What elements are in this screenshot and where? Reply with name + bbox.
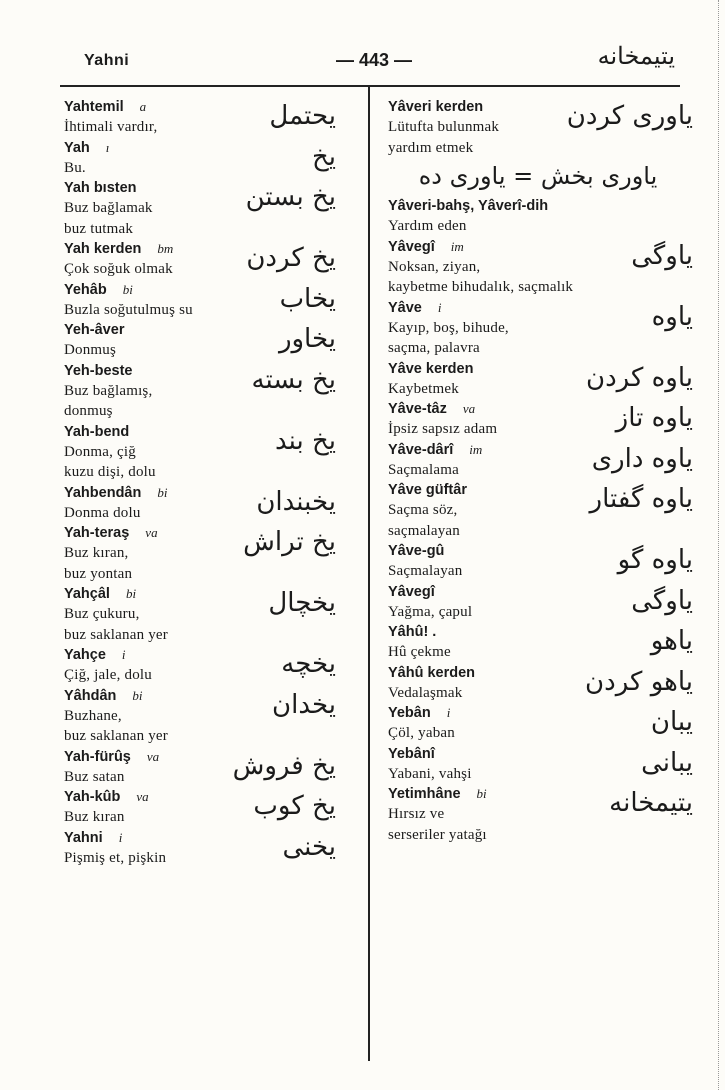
definition-line: Donma dolu [64, 504, 141, 521]
part-of-speech: bi [122, 281, 133, 297]
headword-text: Yebân [388, 705, 431, 721]
definition-line: Yardım eden [388, 218, 467, 234]
headword-text: Yeh-âver [64, 322, 125, 338]
headword-text: Yahçâl [64, 586, 110, 602]
dictionary-entry [64, 645, 364, 686]
definition-line: Buzhane, [64, 707, 122, 724]
arabic-script: ياوه كردن [586, 362, 693, 393]
left-column [64, 97, 364, 868]
arabic-script: يخنى [282, 831, 336, 862]
definition-line: saçma, palavra [388, 340, 480, 356]
headword-text: Yehâb [64, 281, 107, 298]
definition-line: Donmuş [64, 342, 117, 358]
dictionary-entry [64, 584, 364, 645]
dictionary-entry [64, 280, 364, 321]
arabic-script: يخاب [279, 283, 336, 314]
definition-line: Kayıp, boş, bihude, [388, 319, 509, 336]
arabic-script: يخ كوب [253, 791, 336, 821]
definition-line: Lütufta bulunmak [388, 119, 500, 135]
headword-text: Yah bısten [64, 180, 137, 196]
headword-text: Yah-fürûş [64, 748, 131, 765]
arabic-script: يخ فروش [232, 750, 336, 781]
part-of-speech: i [118, 829, 123, 845]
header-rule [60, 85, 680, 87]
part-of-speech: va [462, 401, 476, 416]
definition-line: saçmalayan [388, 522, 460, 539]
headword-text: Yâve-gû [388, 543, 445, 559]
arabic-script: يخاور [278, 324, 336, 354]
headword-text: Yah kerden [64, 241, 142, 257]
part-of-speech: bi [157, 484, 168, 500]
definition-line: İhtimali vardır, [64, 119, 158, 135]
definition-line: donmuş [64, 403, 113, 419]
arabic-script: يتيمخانه [609, 788, 693, 818]
part-of-speech: va [136, 789, 149, 804]
definition-line: Buz bağlamış, [64, 382, 153, 399]
headword-text: Yah-bend [64, 423, 130, 440]
part-of-speech: im [450, 238, 464, 254]
definition-line: Vedalaşmak [388, 684, 463, 701]
headword-text: Yah [64, 139, 90, 156]
headword [388, 196, 688, 216]
arabic-script: يخ بسته [251, 364, 336, 395]
arabic-script: ياورى كردن [566, 101, 693, 131]
headword-text: Yah-teraş [64, 525, 130, 541]
dictionary-entry [388, 237, 693, 298]
dictionary-entry [64, 320, 364, 361]
dictionary-entry [64, 178, 364, 239]
definition-line: İpsiz sapsız adam [388, 421, 498, 437]
headword-text: Yâvegî [388, 238, 435, 255]
dictionary-entry [64, 361, 364, 422]
part-of-speech: va [146, 748, 160, 764]
arabic-script: يبان [650, 707, 693, 737]
arabic-script: يخ بند [274, 425, 336, 456]
definition-line: Çok soğuk olmak [64, 261, 173, 277]
arabic-script: ياوه تاز [615, 403, 693, 433]
arabic-script: يخچه [281, 649, 336, 679]
headword-text: Yahtemil [64, 99, 124, 115]
definition-line: yardım etmek [388, 139, 474, 156]
arabic-script: يبانى [641, 747, 693, 778]
definition-line: Çiğ, jale, dolu [64, 667, 152, 683]
definition-line: Pişmiş et, pişkin [64, 849, 167, 866]
right-column [388, 97, 693, 845]
definition-line: kuzu dişi, dolu [64, 464, 156, 480]
page-edge [718, 0, 725, 1090]
arabic-script: ياوه [651, 301, 693, 332]
headword-text: Yâve-dârî [388, 441, 454, 458]
headword-text: Yâhdân [64, 687, 117, 704]
arabic-script: يخدان [272, 689, 336, 720]
part-of-speech: im [469, 441, 483, 457]
headword-text: Yahbendân [64, 484, 142, 501]
arabic-script: يخ تراش [243, 527, 336, 557]
dictionary-entry [388, 97, 693, 158]
definition-line: Hû çekme [388, 644, 451, 660]
dictionary-entry [64, 97, 364, 138]
definition-line: Buzla soğutulmuş su [64, 301, 193, 318]
definition-line: Saçmalama [388, 461, 459, 478]
arabic-script: يخ [311, 141, 336, 172]
definition-line: Saçmalayan [388, 563, 463, 579]
part-of-speech: i [446, 705, 451, 720]
part-of-speech: bi [132, 687, 143, 703]
page-number: — 443 — [336, 50, 413, 70]
definition-line: Yabani, vahşi [388, 765, 472, 782]
arabic-script: يحتمل [269, 101, 336, 131]
dictionary-entry [388, 703, 693, 744]
dictionary-entry [64, 422, 364, 483]
headword-text: Yâve kerden [388, 360, 474, 377]
definition-line: Noksan, ziyan, [388, 258, 481, 275]
dictionary-entry [64, 138, 364, 179]
headword-text: Yâhû kerden [388, 664, 476, 681]
headword [388, 703, 688, 723]
headword [388, 298, 688, 318]
part-of-speech: a [139, 99, 147, 114]
dictionary-entry [388, 298, 693, 359]
headword-text: Yâve güftâr [388, 482, 467, 498]
page-header [0, 0, 725, 90]
definition-line: Bu. [64, 159, 86, 176]
headword-text: Yâvegî [388, 583, 435, 600]
dictionary-entry [64, 787, 364, 828]
arabic-script: يخ كردن [246, 243, 336, 273]
definition-line: Çöl, yaban [388, 725, 455, 741]
dictionary-entry [388, 582, 693, 623]
headword-text: Yahni [64, 829, 103, 846]
arabic-script: ياوگى [631, 240, 693, 271]
definition-line: Donma, çiğ [64, 443, 136, 460]
dictionary-entry [64, 239, 364, 280]
headword-text: Yeh-beste [64, 362, 133, 379]
arabic-equation-line: ياورى بخش = ياورى ده [418, 162, 658, 190]
headword-text: Yah-kûb [64, 789, 121, 805]
part-of-speech: bi [476, 786, 487, 801]
arabic-script: ياوه دارى [591, 443, 693, 474]
arabic-script: ياوه گو [617, 545, 693, 575]
definition-line: serseriler yatağı [388, 826, 487, 843]
dictionary-entry [64, 686, 364, 747]
part-of-speech: i [121, 647, 126, 662]
definition-line: Buz bağlamak [64, 200, 153, 216]
headword-text: Yâhû! . [388, 624, 437, 640]
dictionary-entry [388, 663, 693, 704]
dictionary-entry [64, 828, 364, 869]
headword-text: Yâveri kerden [388, 99, 484, 115]
dictionary-entry [64, 747, 364, 788]
headword [388, 622, 688, 642]
arabic-script: ياهو كردن [585, 666, 693, 697]
definition-line: Buz satan [64, 768, 125, 785]
part-of-speech: bm [157, 241, 174, 256]
dictionary-entry [388, 744, 693, 785]
arabic-script: ياهو [650, 626, 693, 656]
column-divider [368, 86, 370, 1061]
definition-line: Yağma, çapul [388, 603, 473, 620]
definition-line: buz saklanan yer [64, 626, 168, 643]
dictionary-entry [388, 541, 693, 582]
part-of-speech: va [145, 525, 158, 540]
definition-line: buz tutmak [64, 220, 134, 237]
definition-line: Kaybetmek [388, 380, 459, 397]
headword-text: Yâve-tâz [388, 401, 447, 417]
arabic-script: يخچال [268, 588, 336, 618]
part-of-speech: ı [105, 139, 110, 155]
arabic-script: يخ بستن [245, 182, 336, 212]
dictionary-entry [388, 196, 688, 237]
dictionary-entry [388, 480, 693, 541]
headword-text: Yâve [388, 299, 422, 316]
headword-text: Yebânî [388, 745, 435, 762]
headword-text: Yâveri-bahş, Yâverî-dih [388, 198, 549, 214]
dictionary-entry [64, 523, 364, 584]
definition-line: Buz çukuru, [64, 606, 140, 622]
definition-line: Saçma söz, [388, 502, 458, 518]
arabic-script: ياوگى [631, 585, 693, 616]
headword-text: Yahçe [64, 647, 106, 663]
guide-word-arabic: يتيمخانه [597, 44, 675, 70]
definition-line: buz saklanan yer [64, 728, 168, 744]
definition-line: Buz kıran, [64, 545, 129, 561]
dictionary-entry [388, 622, 693, 663]
dictionary-entry [388, 784, 693, 845]
dictionary-entry [388, 359, 693, 400]
dictionary-entry [388, 440, 693, 481]
part-of-speech: i [437, 299, 442, 315]
definition-line: kaybetme bihudalık, saçmalık [388, 279, 574, 295]
definition-line: buz yontan [64, 565, 133, 582]
dictionary-entry [64, 483, 364, 524]
definition-line: Buz kıran [64, 809, 125, 825]
part-of-speech: bi [125, 586, 137, 601]
headword-text: Yetimhâne [388, 786, 461, 802]
guide-word: Yahni [84, 52, 130, 69]
dictionary-entry [388, 399, 693, 440]
definition-line: Hırsız ve [388, 806, 445, 822]
arabic-script: يخبندان [256, 486, 336, 517]
arabic-script: ياوه گفتار [589, 484, 693, 514]
